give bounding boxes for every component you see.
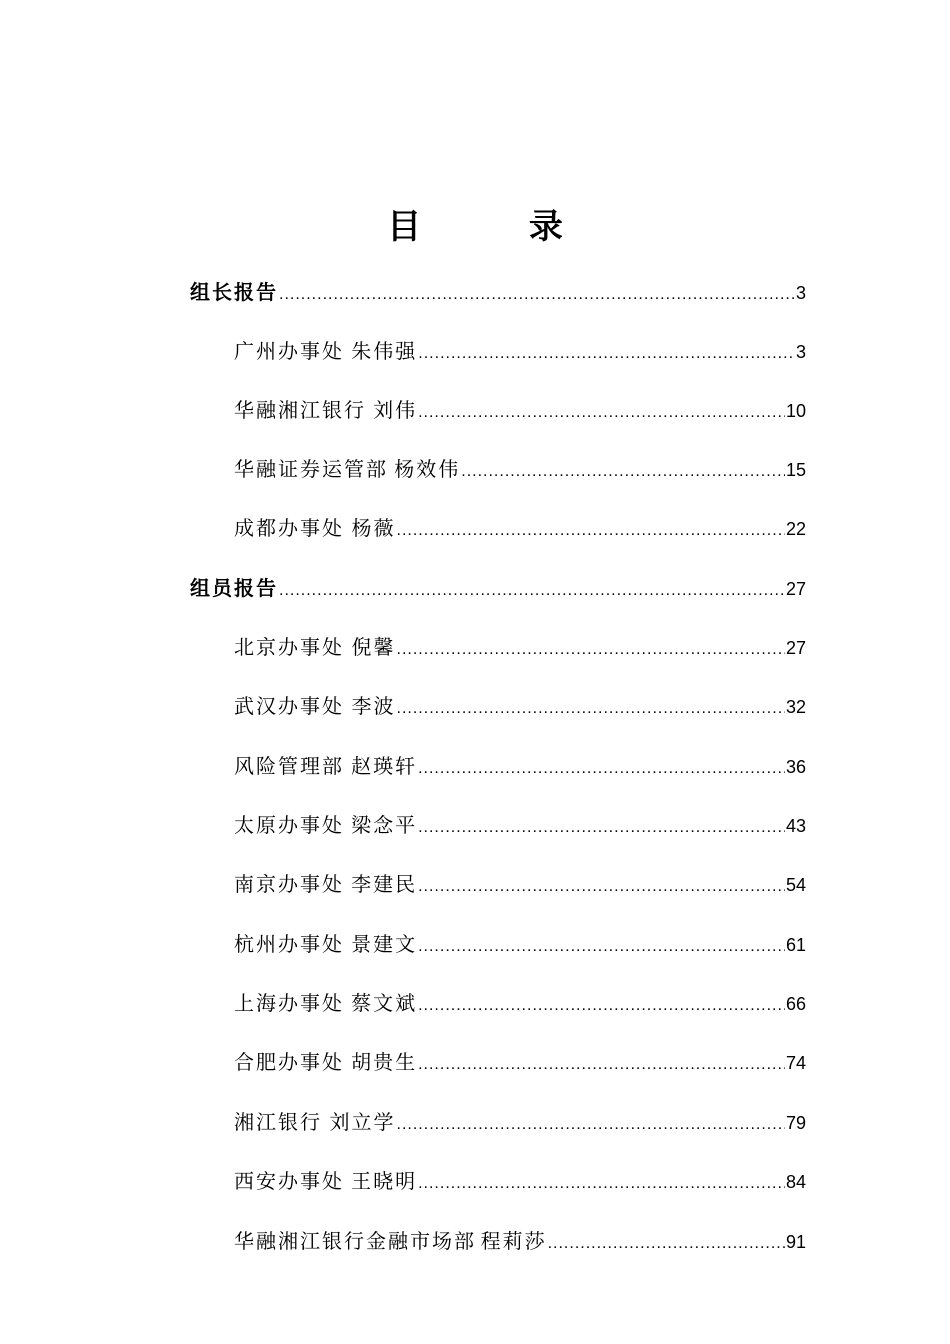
toc-entry-label: 上海办事处 (234, 991, 344, 1015)
dot-leader (418, 991, 785, 1021)
dot-leader (548, 1229, 785, 1259)
toc-entry[interactable] (234, 691, 806, 721)
toc-entry[interactable] (234, 336, 806, 366)
dot-leader (397, 635, 785, 665)
toc-entry-label: 南京办事处 (234, 872, 344, 896)
toc-entry-author: 刘立学 (329, 1110, 396, 1134)
toc-entry-author: 倪馨 (351, 635, 396, 659)
toc-entry-author: 梁念平 (351, 813, 418, 837)
toc-page-number: 36 (785, 757, 806, 777)
toc-page-number: 27 (785, 579, 806, 599)
toc-page-number: 22 (785, 519, 806, 539)
toc-entry[interactable] (234, 1047, 806, 1077)
toc-entry-label: 北京办事处 (234, 635, 344, 659)
dot-leader (418, 1169, 785, 1199)
toc-entry-author: 李建民 (351, 872, 418, 896)
toc-entry[interactable] (234, 810, 806, 840)
toc-entry-author: 杨效伟 (394, 457, 461, 481)
toc-entry-author: 赵瑛轩 (351, 754, 418, 778)
dot-leader (418, 398, 785, 428)
toc-entry-label: 华融证券运管部 (234, 457, 388, 481)
toc-entry-label: 广州办事处 (234, 339, 344, 363)
toc-entry-author: 朱伟强 (351, 339, 418, 363)
toc-entry-label: 华融湘江银行 (234, 398, 366, 422)
toc-entry[interactable] (234, 869, 806, 899)
toc-entry-author: 程莉莎 (480, 1229, 547, 1253)
toc-entry[interactable] (234, 454, 806, 484)
toc-entry[interactable] (234, 988, 806, 1018)
toc-page-number: 61 (785, 935, 806, 955)
toc-page-number: 79 (785, 1113, 806, 1133)
dot-leader (397, 694, 785, 724)
toc-entry[interactable] (234, 1166, 806, 1196)
dot-leader (279, 280, 795, 310)
dot-leader (418, 1050, 785, 1080)
toc-entry[interactable] (190, 573, 806, 603)
toc-page-number: 43 (785, 816, 806, 836)
toc-page-number: 32 (785, 697, 806, 717)
toc-entry[interactable] (234, 395, 806, 425)
toc-entry-label: 合肥办事处 (234, 1050, 344, 1074)
toc-page-number: 15 (785, 460, 806, 480)
toc-entry-label: 武汉办事处 (234, 694, 344, 718)
dot-leader (418, 813, 785, 843)
toc-entry-label: 西安办事处 (234, 1169, 344, 1193)
toc-entry-author: 胡贵生 (351, 1050, 418, 1074)
dot-leader (418, 754, 785, 784)
dot-leader (418, 339, 795, 369)
dot-leader (461, 457, 785, 487)
toc-entry-author: 蔡文斌 (351, 991, 418, 1015)
dot-leader (279, 576, 785, 606)
toc-page-number: 91 (785, 1232, 806, 1252)
toc-entry-label: 风险管理部 (234, 754, 344, 778)
toc-entry-author: 景建文 (351, 932, 418, 956)
dot-leader (418, 872, 785, 902)
toc-entry[interactable] (234, 929, 806, 959)
toc-entry-label: 湘江银行 (234, 1110, 322, 1134)
toc-entry[interactable] (234, 751, 806, 781)
toc-page-number: 10 (785, 401, 806, 421)
toc-page-number: 3 (795, 283, 806, 303)
toc-entry[interactable] (234, 632, 806, 662)
toc-entry-author: 杨薇 (351, 516, 396, 540)
toc-page-number: 84 (785, 1172, 806, 1192)
toc-page-number: 74 (785, 1053, 806, 1073)
toc-entry[interactable] (234, 1226, 806, 1256)
dot-leader (397, 1110, 785, 1140)
toc-entry-author: 刘伟 (373, 398, 418, 422)
dot-leader (418, 932, 785, 962)
toc-entry-label: 华融湘江银行金融市场部 (234, 1229, 476, 1253)
page-title: 目 录 (387, 207, 611, 247)
toc-page-number: 54 (785, 875, 806, 895)
toc-entry-label: 组长报告 (190, 280, 278, 304)
toc-page-number: 66 (785, 994, 806, 1014)
toc-entry-label: 太原办事处 (234, 813, 344, 837)
toc-entry-author: 李波 (351, 694, 396, 718)
toc-entry-label: 杭州办事处 (234, 932, 344, 956)
toc-entry[interactable] (234, 513, 806, 543)
toc-entry-author: 王晓明 (351, 1169, 418, 1193)
toc-entry-label: 组员报告 (190, 576, 278, 600)
toc-page-number: 3 (795, 342, 806, 362)
toc-entry[interactable] (234, 1107, 806, 1137)
dot-leader (397, 516, 785, 546)
toc-page-number: 27 (785, 638, 806, 658)
toc-entry-label: 成都办事处 (234, 516, 344, 540)
toc-entry[interactable] (190, 277, 806, 307)
